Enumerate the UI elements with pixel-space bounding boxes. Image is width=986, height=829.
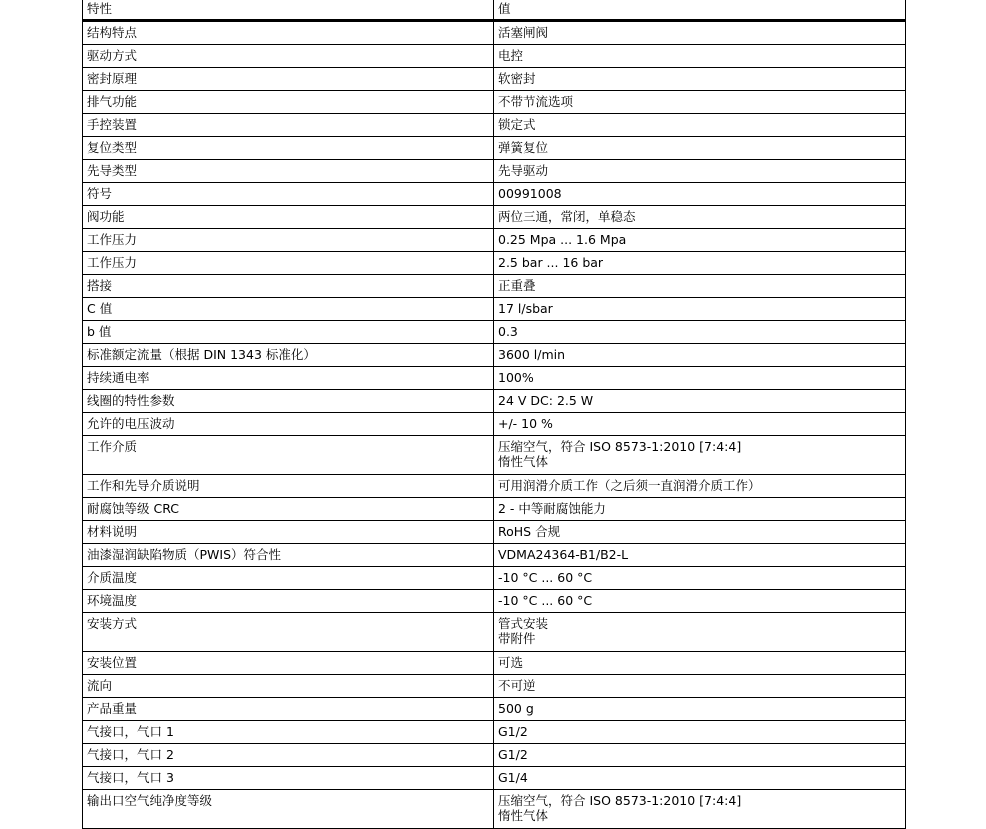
value-cell bbox=[494, 790, 906, 829]
value-cell bbox=[494, 613, 906, 652]
table-row bbox=[83, 344, 906, 367]
property-cell: 先导类型 bbox=[83, 160, 494, 183]
property-cell: 气接口，气口 2 bbox=[83, 744, 494, 767]
table-row bbox=[83, 206, 906, 229]
value-line: 可选 bbox=[498, 655, 524, 670]
table-row bbox=[83, 613, 906, 652]
value-line: 惰性气体 bbox=[498, 454, 549, 469]
value-cell bbox=[494, 91, 906, 114]
value-cell bbox=[494, 475, 906, 498]
value-cell bbox=[494, 652, 906, 675]
table-row bbox=[83, 68, 906, 91]
value-cell bbox=[494, 544, 906, 567]
property-cell: C 值 bbox=[83, 298, 494, 321]
table-row bbox=[83, 114, 906, 137]
table-row bbox=[83, 744, 906, 767]
property-cell: 复位类型 bbox=[83, 137, 494, 160]
value-line: 不带节流选项 bbox=[498, 94, 574, 109]
value-line: 正重叠 bbox=[498, 278, 536, 293]
value-cell bbox=[494, 344, 906, 367]
table-row bbox=[83, 790, 906, 829]
value-line: 2.5 bar ... 16 bar bbox=[498, 255, 604, 270]
value-line: 17 l/sbar bbox=[498, 301, 553, 316]
property-cell: 产品重量 bbox=[83, 698, 494, 721]
property-cell: 气接口，气口 3 bbox=[83, 767, 494, 790]
value-line: 3600 l/min bbox=[498, 347, 566, 362]
property-cell: 符号 bbox=[83, 183, 494, 206]
value-line: 弹簧复位 bbox=[498, 140, 549, 155]
table-row bbox=[83, 721, 906, 744]
value-line: 可用润滑介质工作（之后须一直润滑介质工作） bbox=[498, 478, 761, 493]
table-row bbox=[83, 390, 906, 413]
value-line: 活塞闸阀 bbox=[498, 25, 549, 40]
header-value: 值 bbox=[494, 0, 906, 21]
value-line: -10 °C ... 60 °C bbox=[498, 570, 593, 585]
table-row bbox=[83, 45, 906, 68]
value-cell bbox=[494, 498, 906, 521]
table-row bbox=[83, 413, 906, 436]
property-cell: 持续通电率 bbox=[83, 367, 494, 390]
property-cell: 手控装置 bbox=[83, 114, 494, 137]
value-cell bbox=[494, 698, 906, 721]
property-cell: 安装方式 bbox=[83, 613, 494, 652]
value-cell bbox=[494, 137, 906, 160]
property-cell: 工作压力 bbox=[83, 252, 494, 275]
value-line: 压缩空气，符合 ISO 8573-1:2010 [7:4:4] bbox=[498, 439, 742, 454]
table-row bbox=[83, 498, 906, 521]
property-cell: 阀功能 bbox=[83, 206, 494, 229]
table-row bbox=[83, 21, 906, 45]
value-line: 2 - 中等耐腐蚀能力 bbox=[498, 501, 606, 516]
header-property: 特性 bbox=[83, 0, 494, 21]
value-cell bbox=[494, 767, 906, 790]
value-cell bbox=[494, 744, 906, 767]
table-row bbox=[83, 298, 906, 321]
value-line: 锁定式 bbox=[498, 117, 536, 132]
value-cell bbox=[494, 590, 906, 613]
value-cell bbox=[494, 206, 906, 229]
value-line: 两位三通，常闭，单稳态 bbox=[498, 209, 636, 224]
table-header bbox=[83, 0, 906, 21]
property-cell: 耐腐蚀等级 CRC bbox=[83, 498, 494, 521]
value-cell bbox=[494, 229, 906, 252]
property-cell: 环境温度 bbox=[83, 590, 494, 613]
value-line: -10 °C ... 60 °C bbox=[498, 593, 593, 608]
value-line: 软密封 bbox=[498, 71, 536, 86]
value-cell bbox=[494, 298, 906, 321]
property-cell: 气接口，气口 1 bbox=[83, 721, 494, 744]
value-line: G1/2 bbox=[498, 747, 528, 762]
table-row bbox=[83, 160, 906, 183]
table-row bbox=[83, 275, 906, 298]
table-row bbox=[83, 475, 906, 498]
value-cell bbox=[494, 367, 906, 390]
property-cell: 排气功能 bbox=[83, 91, 494, 114]
value-line: 不可逆 bbox=[498, 678, 536, 693]
table-row bbox=[83, 698, 906, 721]
value-cell bbox=[494, 321, 906, 344]
property-cell: 安装位置 bbox=[83, 652, 494, 675]
value-cell bbox=[494, 413, 906, 436]
value-line: RoHS 合规 bbox=[498, 524, 561, 539]
value-cell bbox=[494, 68, 906, 91]
value-line: G1/4 bbox=[498, 770, 528, 785]
table-row bbox=[83, 767, 906, 790]
value-line: 500 g bbox=[498, 701, 534, 716]
header-row bbox=[83, 0, 906, 21]
value-line: G1/2 bbox=[498, 724, 528, 739]
property-cell: 线圈的特性参数 bbox=[83, 390, 494, 413]
value-cell bbox=[494, 160, 906, 183]
value-cell bbox=[494, 390, 906, 413]
property-cell: 密封原理 bbox=[83, 68, 494, 91]
value-cell bbox=[494, 21, 906, 45]
property-cell: 驱动方式 bbox=[83, 45, 494, 68]
property-cell: 工作和先导介质说明 bbox=[83, 475, 494, 498]
spec-table bbox=[82, 0, 906, 829]
table-row bbox=[83, 590, 906, 613]
table-row bbox=[83, 229, 906, 252]
value-cell bbox=[494, 114, 906, 137]
table-row bbox=[83, 252, 906, 275]
table-row bbox=[83, 675, 906, 698]
value-line: 电控 bbox=[498, 48, 524, 63]
table-row bbox=[83, 321, 906, 344]
property-cell: 标准额定流量（根据 DIN 1343 标准化） bbox=[83, 344, 494, 367]
value-line: 00991008 bbox=[498, 186, 562, 201]
table-row bbox=[83, 544, 906, 567]
property-cell: 工作介质 bbox=[83, 436, 494, 475]
property-cell: 材料说明 bbox=[83, 521, 494, 544]
property-cell: 搭接 bbox=[83, 275, 494, 298]
property-cell: 输出口空气纯净度等级 bbox=[83, 790, 494, 829]
property-cell: 油漆湿润缺陷物质（PWIS）符合性 bbox=[83, 544, 494, 567]
table-row bbox=[83, 567, 906, 590]
value-line: 0.25 Mpa ... 1.6 Mpa bbox=[498, 232, 627, 247]
value-cell bbox=[494, 521, 906, 544]
table-body bbox=[83, 21, 906, 829]
value-line: 0.3 bbox=[498, 324, 518, 339]
table-row bbox=[83, 183, 906, 206]
value-line: 压缩空气，符合 ISO 8573-1:2010 [7:4:4] bbox=[498, 793, 742, 808]
table-row bbox=[83, 91, 906, 114]
value-line: +/- 10 % bbox=[498, 416, 553, 431]
value-line: 100% bbox=[498, 370, 534, 385]
property-cell: b 值 bbox=[83, 321, 494, 344]
table-row bbox=[83, 652, 906, 675]
property-cell: 允许的电压波动 bbox=[83, 413, 494, 436]
table-row bbox=[83, 367, 906, 390]
table-row bbox=[83, 521, 906, 544]
value-cell bbox=[494, 721, 906, 744]
property-cell: 工作压力 bbox=[83, 229, 494, 252]
value-line: 24 V DC: 2.5 W bbox=[498, 393, 594, 408]
value-line: 带附件 bbox=[498, 631, 536, 646]
value-cell bbox=[494, 675, 906, 698]
value-cell bbox=[494, 436, 906, 475]
value-cell bbox=[494, 252, 906, 275]
value-cell bbox=[494, 183, 906, 206]
value-line: 先导驱动 bbox=[498, 163, 549, 178]
property-cell: 结构特点 bbox=[83, 21, 494, 45]
property-cell: 介质温度 bbox=[83, 567, 494, 590]
table-row bbox=[83, 137, 906, 160]
value-cell bbox=[494, 45, 906, 68]
property-cell: 流向 bbox=[83, 675, 494, 698]
table-row bbox=[83, 436, 906, 475]
value-cell bbox=[494, 567, 906, 590]
value-line: 管式安装 bbox=[498, 616, 549, 631]
value-cell bbox=[494, 275, 906, 298]
value-line: 惰性气体 bbox=[498, 808, 549, 823]
value-line: VDMA24364-B1/B2-L bbox=[498, 547, 629, 562]
